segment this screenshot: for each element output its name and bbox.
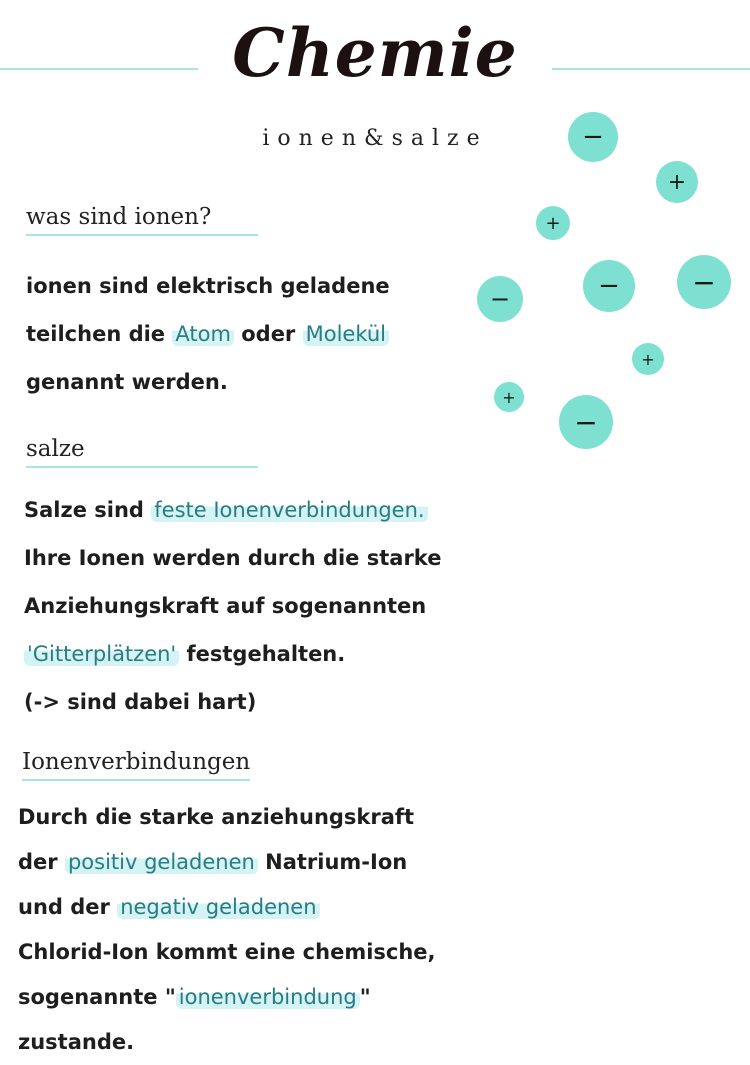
page-title: Chemie — [232, 14, 518, 92]
ion-sign: − — [489, 285, 511, 313]
negative-ion-icon — [559, 395, 613, 449]
negative-ion-icon — [677, 255, 731, 309]
text-line — [18, 840, 436, 885]
highlighted-term: feste Ionenverbindungen. — [151, 498, 427, 522]
highlighted-term: 'Gitterplätzen' — [24, 642, 179, 666]
text-line — [18, 885, 436, 930]
text-line — [18, 975, 436, 1020]
text-segment: genannt werden. — [26, 370, 228, 394]
section-text-salze — [24, 486, 441, 726]
highlighted-term: ionenverbindung — [176, 985, 360, 1009]
section-heading-ions: was sind ionen? — [26, 204, 258, 236]
text-segment: Salze sind — [24, 498, 152, 522]
text-segment: festgehalten. — [179, 642, 346, 666]
ion-sign: + — [545, 212, 561, 234]
text-line — [24, 582, 441, 630]
highlighted-term: Atom — [172, 322, 234, 346]
page-subtitle: ionen&salze — [262, 126, 488, 151]
text-segment: ionen sind elektrisch geladene — [26, 274, 390, 298]
text-line — [26, 262, 390, 310]
text-line — [26, 358, 390, 406]
text-line — [18, 795, 436, 840]
highlighted-term: positiv geladenen — [65, 850, 258, 874]
ion-sign: − — [598, 271, 620, 301]
text-line — [26, 310, 390, 358]
ion-sign: + — [641, 349, 655, 369]
text-line — [18, 930, 436, 975]
highlighted-term: negativ geladenen — [117, 895, 319, 919]
negative-ion-icon — [568, 112, 618, 162]
ion-sign: − — [692, 265, 716, 299]
ion-sign: + — [667, 169, 687, 195]
section-text-ions — [26, 262, 390, 406]
text-segment: Natrium-Ion — [257, 850, 408, 874]
section-heading-ionenverbindungen: Ionenverbindungen — [22, 749, 250, 781]
text-segment: Ihre Ionen werden durch die starke — [24, 546, 442, 570]
text-segment: Chlorid-Ion kommt eine chemische, — [18, 940, 436, 964]
positive-ion-icon — [494, 382, 524, 412]
text-segment: teilchen die — [26, 322, 173, 346]
text-segment: " — [359, 985, 371, 1009]
highlighted-term: Molekül — [303, 322, 389, 346]
text-segment: der — [18, 850, 65, 874]
text-line — [24, 534, 441, 582]
text-line — [24, 678, 441, 726]
text-line — [24, 486, 441, 534]
section-heading-salze: salze — [26, 436, 258, 468]
text-segment: (-> sind dabei hart) — [24, 690, 257, 714]
positive-ion-icon — [536, 206, 570, 240]
positive-ion-icon — [632, 343, 664, 375]
text-segment: sogenannte " — [18, 985, 176, 1009]
text-segment: Durch die starke anziehungskraft — [18, 805, 415, 829]
text-line — [24, 630, 441, 678]
text-line — [18, 1020, 436, 1065]
text-segment: oder — [233, 322, 303, 346]
text-segment: und der — [18, 895, 118, 919]
positive-ion-icon — [656, 161, 698, 203]
negative-ion-icon — [583, 260, 635, 312]
text-segment: zustande. — [18, 1030, 135, 1054]
negative-ion-icon — [477, 276, 523, 322]
ion-sign: + — [502, 387, 516, 407]
ion-sign: − — [582, 122, 604, 152]
section-text-ionenverbindungen — [18, 795, 436, 1065]
text-segment: Anziehungskraft auf sogenannten — [24, 594, 427, 618]
ion-sign: − — [574, 405, 598, 439]
